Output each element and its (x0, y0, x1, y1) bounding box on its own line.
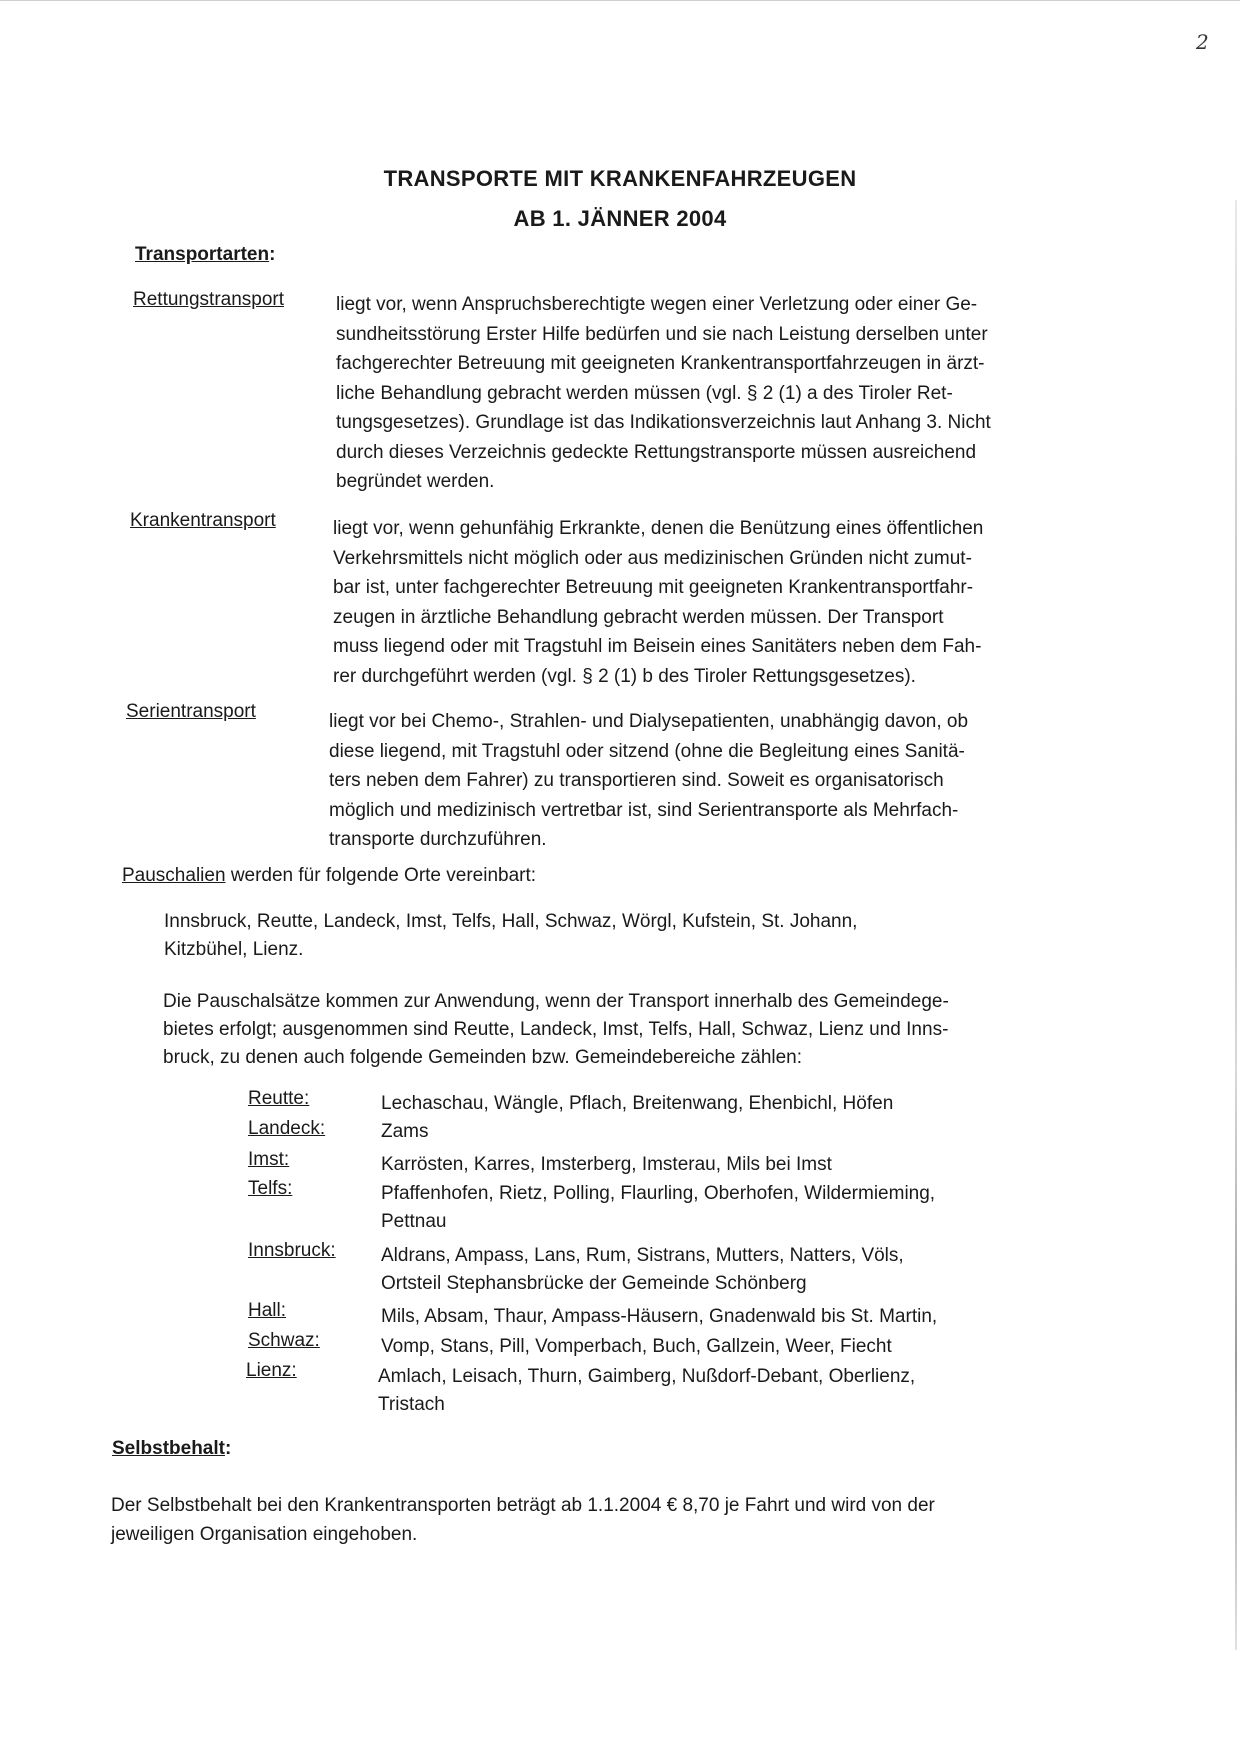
gemeinde-label-innsbruck: Innsbruck: (248, 1240, 336, 1261)
gemeinde-list-telfs: Pfaffenhofen, Rietz, Polling, Flaurling, Oberhofen, Wildermieming, Pettnau (381, 1183, 936, 1232)
section-heading-selbstbehalt: Selbstbehalt: (112, 1438, 232, 1459)
document-subtitle: AB 1. JÄNNER 2004 (513, 206, 727, 231)
gemeinde-list-imst: Karrösten, Karres, Imsterberg, Imsterau, Mils bei Imst (381, 1154, 832, 1175)
scan-edge-top (0, 0, 1240, 1)
gemeinde-list-landeck: Zams (381, 1121, 429, 1142)
definition-rettungstransport: liegt vor, wenn Anspruchsberechtigte wegen einer Verletzung oder einer Ge- sundheitsstörung Erster Hilfe bedürfen und sie nach Leistung derselben unter fachgerechter Betreuung mit geeigneten Krankentransportfahrzeugen in ärzt- liche Behandlung gebracht werden müssen (vgl. § 2 (1) a des Tiroler Ret- tungsgesetzes). Grundlage ist das Indikationsverzeichnis laut Anhang 3. Nicht durch dieses Verzeichnis gedeckte Rettungstransporte müssen ausreichend begründet werden. (336, 294, 991, 492)
gemeinde-label-reutte: Reutte: (248, 1088, 310, 1109)
term-krankentransport: Krankentransport (130, 510, 276, 531)
gemeinde-list-lienz: Amlach, Leisach, Thurn, Gaimberg, Nußdorf-Debant, Oberlienz, Tristach (378, 1366, 916, 1415)
gemeinde-label-telfs: Telfs: (248, 1178, 293, 1199)
gemeinde-label-lienz: Lienz: (246, 1360, 297, 1381)
gemeinde-label-schwaz: Schwaz: (248, 1330, 320, 1351)
term-rettungstransport: Rettungstransport (133, 289, 285, 310)
definition-serientransport: liegt vor bei Chemo-, Strahlen- und Dialysepatienten, unabhängig davon, ob diese liegend, mit Tragstuhl oder sitzend (ohne die Begleitung eines Sanitä- ters neben dem Fahrer) zu transportieren sind. Soweit es organisatorisch möglich und medizinisch vertretbar ist, sind Serientransporte als Mehrfach- transporte durchzuführen. (329, 711, 969, 850)
definition-krankentransport: liegt vor, wenn gehunfähig Erkrankte, denen die Benützung eines öffentlichen Verkehrsmittels nicht möglich oder aus medizinischen Gründen nicht zumut- bar ist, unter fachgerechter Betreuung mit geeigneten Krankentransportfahr- zeugen in ärztliche Behandlung gebracht werden müssen. Der Transport muss liegend oder mit Tragstuhl im Beisein eines Sanitäters neben dem Fah- rer durchgeführt werden (vgl. § 2 (1) b des Tiroler Rettungsgesetzes). (333, 518, 984, 687)
gemeinde-list-innsbruck: Aldrans, Ampass, Lans, Rum, Sistrans, Mutters, Natters, Völs, Ortsteil Stephansbrücke der Gemeinde Schönberg (381, 1245, 904, 1294)
gemeinde-label-imst: Imst: (248, 1149, 290, 1170)
pauschalien-orte: Innsbruck, Reutte, Landeck, Imst, Telfs, Hall, Schwaz, Wörgl, Kufstein, St. Johann, Kitzbühel, Lienz. (164, 911, 858, 960)
gemeinde-list-schwaz: Vomp, Stans, Pill, Vomperbach, Buch, Gallzein, Weer, Fiecht (381, 1336, 892, 1357)
scan-edge-right (1235, 200, 1237, 1650)
term-serientransport: Serientransport (126, 701, 256, 722)
section-heading-transportarten: Transportarten: (135, 244, 276, 265)
gemeinde-label-landeck: Landeck: (248, 1118, 326, 1139)
pauschalien-intro: Pauschalien werden für folgende Orte vereinbart: (122, 865, 537, 886)
gemeinde-label-hall: Hall: (248, 1300, 287, 1321)
selbstbehalt-text: Der Selbstbehalt bei den Krankentransporten beträgt ab 1.1.2004 € 8,70 je Fahrt und wird von der jeweiligen Organisation eingehoben. (111, 1495, 935, 1545)
gemeinde-list-hall: Mils, Absam, Thaur, Ampass-Häusern, Gnadenwald bis St. Martin, (381, 1306, 938, 1327)
term-pauschalien: Pauschalien (122, 865, 226, 886)
gemeinde-list-reutte: Lechaschau, Wängle, Pflach, Breitenwang, Ehenbichl, Höfen (381, 1093, 894, 1114)
document-title: TRANSPORTE MIT KRANKENFAHRZEUGEN (383, 166, 857, 191)
page-number: 2 (1196, 30, 1209, 54)
pauschalien-note: Die Pauschalsätze kommen zur Anwendung, wenn der Transport innerhalb des Gemeindege- bietes erfolgt; ausgenommen sind Reutte, Landeck, Imst, Telfs, Hall, Schwaz, Lienz und Inns- bruck, zu denen auch folgende Gemeinden bzw. Gemeindebereiche zählen: (163, 991, 949, 1068)
